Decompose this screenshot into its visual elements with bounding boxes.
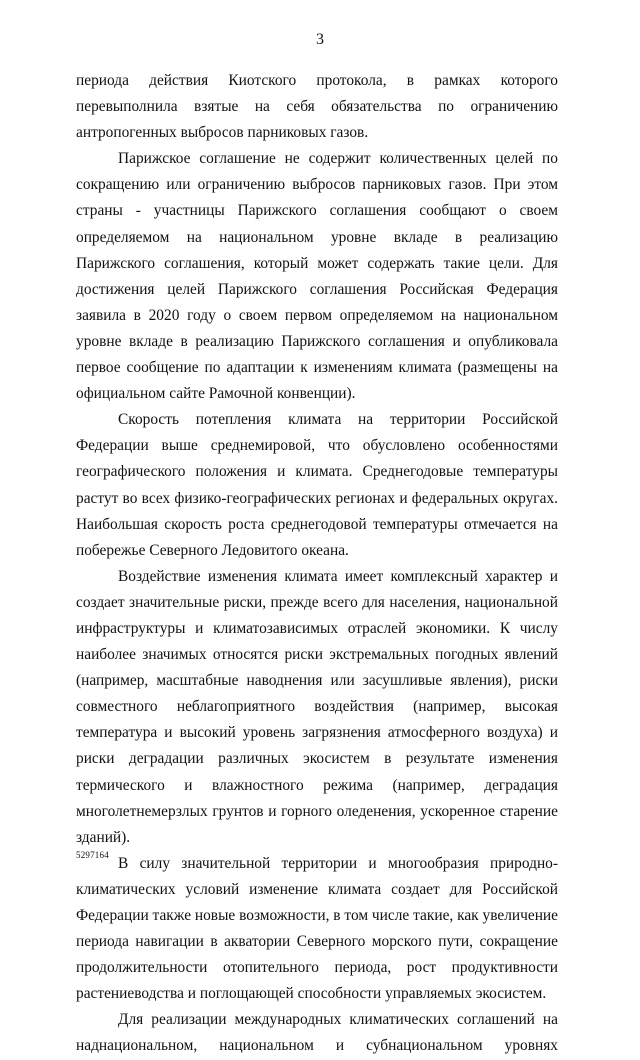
- paragraph-paris-agreement: Парижское соглашение не содержит количественных целей по сокращению или ограничению выбросов парниковых газов. При этом страны - участницы Парижского соглашения сообщают о своем определяемом на национальном уровне вкладе в реализацию Парижского соглашения, который может содержать такие цели. Для достижения целей Парижского соглашения Российская Федерация заявила в 2020 году о своем первом определяемом на национальном уровне вкладе в реализацию Парижского соглашения и опубликовала первое сообщение по адаптации к изменениям климата (размещены на официальном сайте Рамочной конвенции).: [76, 150, 558, 403]
- paragraph-kyoto-continuation: периода действия Киотского протокола, в рамках которого перевыполнила взятые на себя обязательства по ограничению антропогенных выбросов парниковых газов.: [76, 72, 558, 142]
- paragraph-climate-impact-risks: Воздействие изменения климата имеет комплексный характер и создает значительные риски, прежде всего для населения, национальной инфраструктуры и климатозависимых отраслей экономики. К числу наиболее значимых относятся риски экстремальных погодных явлений (например, масштабные наводнения или засушливые явления), риски совместного неблагоприятного воздействия (например, высокая температура и высокий уровень загрязнения атмосферного воздуха) и риски деградации различных экосистем в результате изменения термического и влажностного режима (например, деградация многолетнемерзлых грунтов и горного оледенения, ускоренное старение зданий).: [76, 567, 558, 846]
- paragraph-new-opportunities: В силу значительной территории и многообразия природно-климатических условий изменение климата создает для Российской Федерации также новые возможности, в том числе такие, как увеличение периода навигации в акватории Северного морского пути, сокращение продолжительности отопительного периода, рост продуктивности растениеводства и поглощающей способности управляемых экосистем.: [76, 854, 558, 1003]
- document-body: [76, 68, 558, 1060]
- document-id: 5297164: [76, 850, 109, 860]
- paragraph-warming-rate: Скорость потепления климата на территории Российской Федерации выше среднемировой, что обусловлено особенностями географического положения и климата. Среднегодовые температуры растут во всех физико-географических регионах и федеральных округах. Наибольшая скорость роста среднегодовой температуры отмечается на побережье Северного Ледовитого океана.: [76, 411, 558, 559]
- paragraph-implementation-start: Для реализации международных климатических соглашений на наднациональном, национальном и субнациональном уровнях: [76, 1011, 558, 1055]
- page-number: 3: [316, 31, 324, 48]
